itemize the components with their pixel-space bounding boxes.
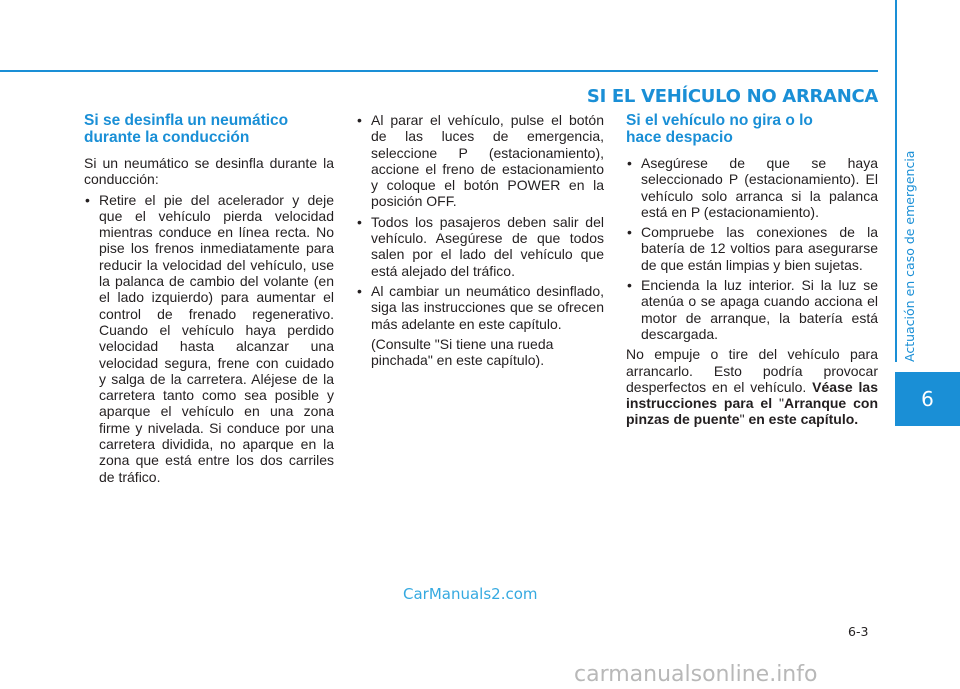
column-middle	[356, 112, 604, 372]
list-item: • Al cambiar un neumático desinflado, siga las instrucciones que se ofrecen más adelante en este capítulo.	[356, 283, 604, 332]
flat-tire-list-continued	[356, 112, 604, 332]
column-left	[84, 112, 334, 489]
reference-note: (Consulte "Si tiene una rueda pinchada" en este capítulo).	[371, 335, 554, 369]
quote-open: "	[772, 395, 784, 412]
list-item: • Todos los pasajeros deben salir del vehículo. Asegúrese de que todos salen por el lado del vehículo que está alejado del tráfico.	[356, 214, 604, 279]
flat-tire-heading-line2: durante la conducción	[84, 129, 250, 146]
no-push-start-paragraph	[626, 346, 878, 427]
watermark-link[interactable]: CarManuals2.com	[403, 585, 538, 603]
no-crank-heading	[626, 112, 878, 146]
no-crank-heading-line1: Si el vehículo no gira o lo	[626, 112, 813, 129]
list-item: • Al parar el vehículo, pulse el botón de las luces de emergencia, seleccione P (estacionamiento), accione el freno de estacionamiento y coloque el botón POWER en la posición OFF.	[356, 112, 604, 210]
paragraph-bold-end: en este capítulo.	[744, 411, 859, 428]
chapter-number: 6	[921, 387, 934, 411]
chapter-side-label: Actuación en caso de emergencia	[902, 150, 917, 362]
list-item: • Compruebe las conexiones de la batería de 12 voltios para asegurarse de que están limpias y bien sujetas.	[626, 224, 878, 273]
quote-close: "	[739, 411, 745, 428]
chapter-number-tab	[895, 372, 960, 426]
flat-tire-list	[84, 192, 334, 485]
side-accent-bar	[895, 0, 897, 362]
paragraph-text: No empuje o tire del vehículo para arrancarlo. Esto podría provocar desperfectos en el vehículo.	[626, 346, 878, 395]
header-rule	[0, 70, 878, 72]
page-number: 6-3	[848, 624, 869, 639]
list-item: • Encienda la luz interior. Si la luz se atenúa o se apaga cuando acciona el motor de arranque, la batería está descargada.	[626, 277, 878, 342]
no-crank-list	[626, 155, 878, 342]
paragraph-bold-ref: Véase las instrucciones para el	[626, 378, 878, 412]
flat-tire-heading-line1: Si se desinfla un neumático	[84, 112, 289, 129]
no-crank-heading-line2: hace despacio	[626, 129, 733, 146]
jump-start-ref: Arranque con pinzas de puente	[626, 395, 878, 428]
section-title: SI EL VEHÍCULO NO ARRANCA	[586, 86, 878, 107]
watermark-bottom: carmanualsonline.info	[574, 662, 818, 687]
column-right	[626, 112, 878, 432]
list-item: • Asegúrese de que se haya seleccionado P (estacionamiento). El vehículo solo arranca si la palanca está en P (estacionamiento).	[626, 155, 878, 220]
flat-tire-heading	[84, 112, 334, 146]
list-item: • Retire el pie del acelerador y deje que el vehículo pierda velocidad mientras conduce en línea recta. No pise los frenos inmediatamente para reducir la velocidad del vehículo, use la palanca de cambio del volante (en el lado izquierdo) para aumentar el control de frenado regenerativo. Cuando el vehículo haya perdido velocidad hasta alcanzar una velocidad segura, frene con cuidado y salga de la carretera. Aléjese de la carretera tanto como sea posible y aparque el vehículo en una zona firme y nivelada. Si conduce por una carretera dividida, no aparque en la zona que está entre los dos carriles de tráfico.	[84, 192, 334, 485]
flat-tire-intro: Si un neumático se desinfla durante la conducción:	[84, 155, 334, 188]
